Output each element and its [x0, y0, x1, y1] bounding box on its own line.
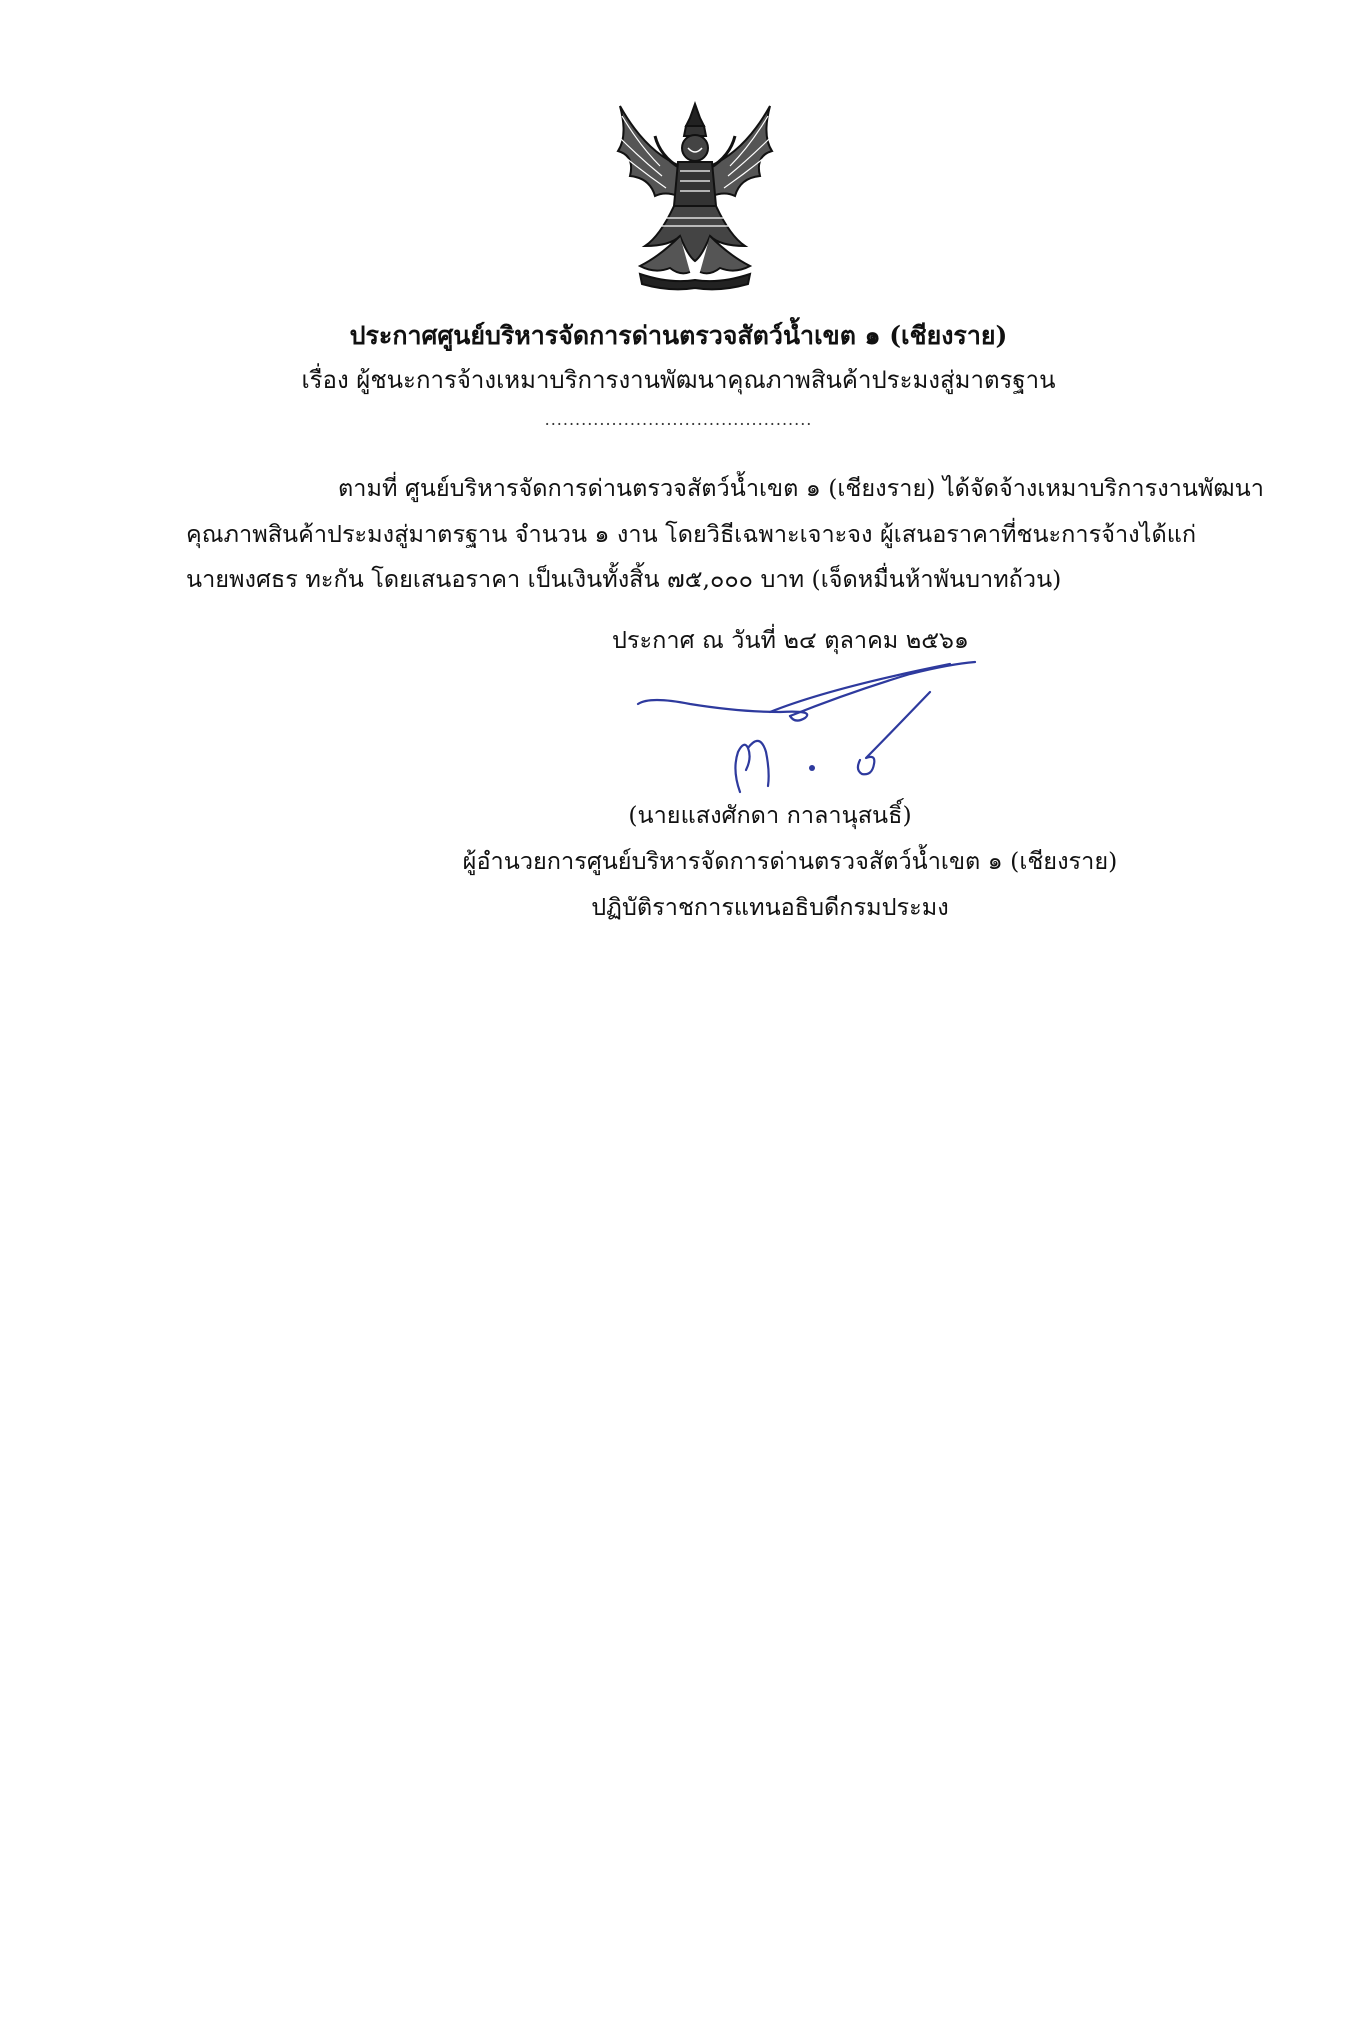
signatory-acting: ปฏิบัติราชการแทนอธิบดีกรมประมง [591, 893, 949, 921]
body-paragraph-line: คุณภาพสินค้าประมงสู่มาตรฐาน จำนวน ๑ งาน โดยวิธีเฉพาะเจาะจง ผู้เสนอราคาที่ชนะการจ้างได้แก่ [186, 520, 1197, 548]
announcement-date: ประกาศ ณ วันที่ ๒๔ ตุลาคม ๒๕๖๑ [612, 626, 969, 654]
separator-dots: ............................................ [544, 410, 813, 429]
signatory-name: (นายแสงศักดา กาลานุสนธิ์) [628, 801, 912, 829]
page-title: ประกาศศูนย์บริหารจัดการด่านตรวจสัตว์น้ำเขต ๑ (เชียงราย) [349, 321, 1008, 350]
body-paragraph-line: ตามที่ ศูนย์บริหารจัดการด่านตรวจสัตว์น้ำเขต ๑ (เชียงราย) ได้จัดจ้างเหมาบริการงานพัฒนา [338, 474, 1264, 502]
handwritten-signature-icon [630, 652, 980, 802]
signatory-position: ผู้อำนวยการศูนย์บริหารจัดการด่านตรวจสัตว์น้ำเขต ๑ (เชียงราย) [462, 847, 1118, 875]
garuda-emblem-icon [600, 96, 790, 296]
body-paragraph-line: นายพงศธร ทะกัน โดยเสนอราคา เป็นเงินทั้งสิ้น ๗๕,๐๐๐ บาท (เจ็ดหมื่นห้าพันบาทถ้วน) [186, 565, 1062, 593]
subject-line: เรื่อง ผู้ชนะการจ้างเหมาบริการงานพัฒนาคุณภาพสินค้าประมงสู่มาตรฐาน [301, 366, 1056, 394]
